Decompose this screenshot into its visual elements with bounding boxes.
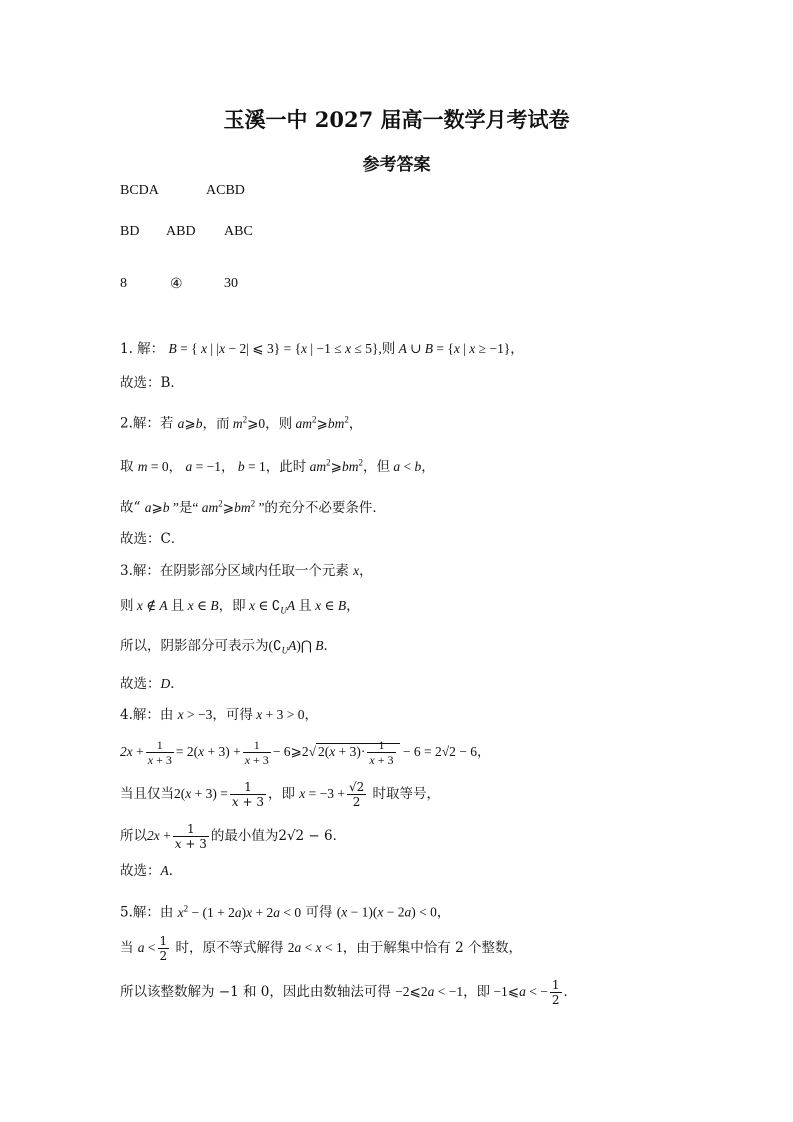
q5-line1-prefix: 5.解：由 (120, 904, 178, 921)
q1-conclusion: 故选：B． (120, 375, 184, 391)
q2-formula-3: a⩾b ”是“ $am^2⩾bm^2$ ”的充分不必要条件． (144, 498, 386, 515)
q1-label: 1. 解： (120, 341, 165, 357)
page-title: 玉溪一中 2027 届高一数学月考试卷 (223, 107, 570, 132)
q1-formula: B = { x | |x − 2| ⩽ 3} = {x | −1 ≤ x ≤ 5},则 A ∪ B = {x | x ≥ −1}， (168, 341, 524, 356)
q4-line2 (120, 734, 491, 770)
q3-line2 (120, 597, 360, 620)
q3-line1: 3.解：在阴影部分区域内任取一个元素 x， (120, 563, 373, 579)
answer-1: BCDA (120, 183, 159, 198)
q4-formula-1: x > −3，可得 x + 3 > 0， (177, 707, 319, 722)
answer-2: ACBD (206, 183, 245, 198)
q3-formula-2: 则 x ∉ A 且 x ∈ B，即 x ∈ $∁_UA$ 且 x ∈ B， (120, 598, 360, 616)
q3-conclusion-text: 故选： (120, 676, 161, 692)
q4-line4: 所以2x + $\frac{1}{x + 3}$ 的最小值为2√2 − 6． (120, 822, 347, 851)
q4-line1-prefix: 4.解：由 (120, 707, 178, 723)
q5-line3-text: 所以该整数解为 −1 和 0，因此由数轴法可得 (120, 984, 396, 1000)
q5-line2-prefix: 当 (120, 940, 138, 956)
q4-line4-prefix: 所以 (120, 828, 147, 844)
answer-3: BD (120, 224, 140, 239)
q4-line4-mid: 的最小值为 (210, 828, 279, 844)
q2-formula-1: a⩾b，而 $m^2⩾0$，则 $am^2⩾bm^2$， (177, 414, 363, 431)
q2-conclusion: 故选：C． (120, 531, 185, 547)
q3-line3 (120, 637, 337, 660)
q5-line1: 5.解：由 $x^2 - (1 + 2a)x + 2a < 0$ 可得 (x − 1)(x − 2a) < 0， (120, 903, 451, 921)
q2-label: 2.解：若 (120, 415, 178, 432)
q2-line2 (120, 453, 435, 476)
q5-line2-mid: 时，原不等式解得 (171, 940, 288, 956)
q4-conclusion: 故选：A． (120, 863, 183, 879)
q4-line3: 当且仅当2(x + 3) = $\frac{1}{x + 3}$ ，即 x = −3 + $\frac{√2}{2}$ 时取等号， (120, 780, 441, 809)
q4-conclusion-letter: A (160, 863, 169, 878)
q4-line3-suffix: 时取等号， (368, 786, 441, 802)
q5-line2-suffix: ，由于解集中恰有 2 个整数， (342, 940, 522, 956)
answer-7: ④ (170, 277, 183, 292)
q4-line3-prefix: 当且仅当 (120, 786, 174, 802)
q3-conclusion: 故选：D． (120, 676, 184, 692)
q4-formula-2: 2x + $\frac{1}{x + 3}$ = 2(x + 3) + $\frac{1}{x + 3}$ − 6⩾2√ 2(x + 3)· $\frac{1}{x + 3}$ − 6 = 2√2 − 6， (120, 738, 491, 768)
q5-line1-mid: 可得 (301, 904, 337, 921)
q1-line1 (120, 340, 524, 358)
q2-formula-2: m = 0， a = −1， b = 1，此时 $am^2⩾bm^2$，但 a < b， (137, 457, 435, 474)
q3-line3-prefix: 所以，阴影部分可表示为 (120, 638, 269, 654)
answer-4: ABD (166, 224, 196, 239)
q2-line3-prefix: 故“ (120, 499, 145, 516)
q3-formula-3: $(∁_UA)⋂$ B． (268, 638, 338, 656)
q2-line2-prefix: 取 (120, 458, 138, 475)
q4-line3-mid: ，即 (267, 786, 300, 802)
answer-5: ABC (224, 224, 253, 239)
q5-line3: 所以该整数解为 −1 和 0，因此由数轴法可得 −2⩽2a < −1，即 −1⩽a < − $\frac{1}{2}$ ． (120, 978, 577, 1007)
answer-6: 8 (120, 276, 127, 291)
q2-line1 (120, 410, 362, 433)
q5-line2: 当 a < $\frac{1}{2}$ 时，原不等式解得 2a < x < 1，由于解集中恰有 2 个整数， (120, 934, 522, 963)
page-subtitle: 参考答案 (362, 155, 431, 175)
q4-conclusion-text: 故选： (120, 863, 161, 879)
q4-line1 (120, 706, 318, 724)
q3-line1-text: 3.解：在阴影部分区域内任取一个元素 (120, 563, 354, 579)
q3-conclusion-letter: D (160, 676, 171, 691)
q2-line3 (120, 494, 386, 517)
answer-8: 30 (224, 276, 238, 291)
